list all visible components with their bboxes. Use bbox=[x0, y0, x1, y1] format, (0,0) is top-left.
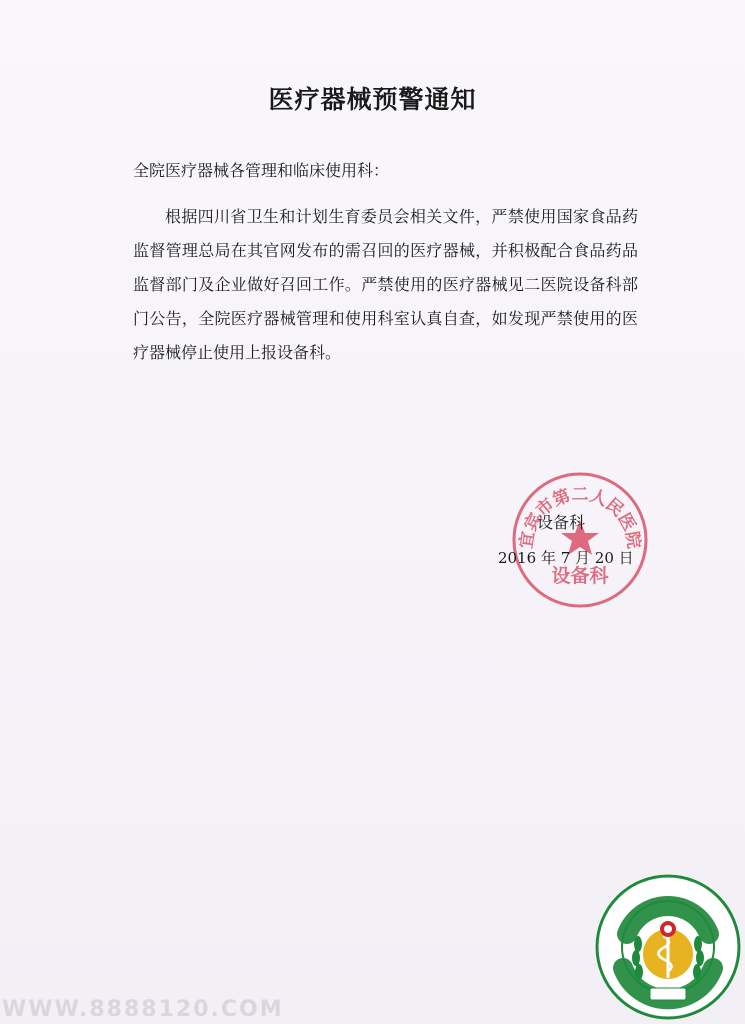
logo-chinese-name bbox=[0, 0, 1, 1]
seal-outer-text: 宜宾市第二人民医院 bbox=[516, 485, 644, 550]
signature-department: 设备科 bbox=[537, 513, 586, 532]
logo-english-name bbox=[0, 0, 1, 1]
salutation: 全院医疗器械各管理和临床使用科： bbox=[133, 161, 390, 180]
hospital-logo bbox=[593, 872, 743, 1022]
official-seal bbox=[510, 470, 650, 610]
body-paragraph: 根据四川省卫生和计划生育委员会相关文件，严禁使用国家食品药监督管理总局在其官网发布的需召回的医疗器械，并积极配合食品药品监督部门及企业做好召回工作。严禁使用的医疗器械见二医院设备科部门公告，全院医疗器械管理和使用科室认真自查，如发现严禁使用的医疗器械停止使用上报设备科。 bbox=[133, 207, 638, 362]
site-watermark: WWW.8888120.COM bbox=[2, 997, 284, 1022]
seal-inner-text: 设备科 bbox=[551, 565, 609, 587]
document-title: 医疗器械预警通知 bbox=[268, 85, 477, 114]
logo-year bbox=[0, 0, 1, 1]
signature-date: 2016 年 7 月 20 日 bbox=[498, 549, 634, 567]
